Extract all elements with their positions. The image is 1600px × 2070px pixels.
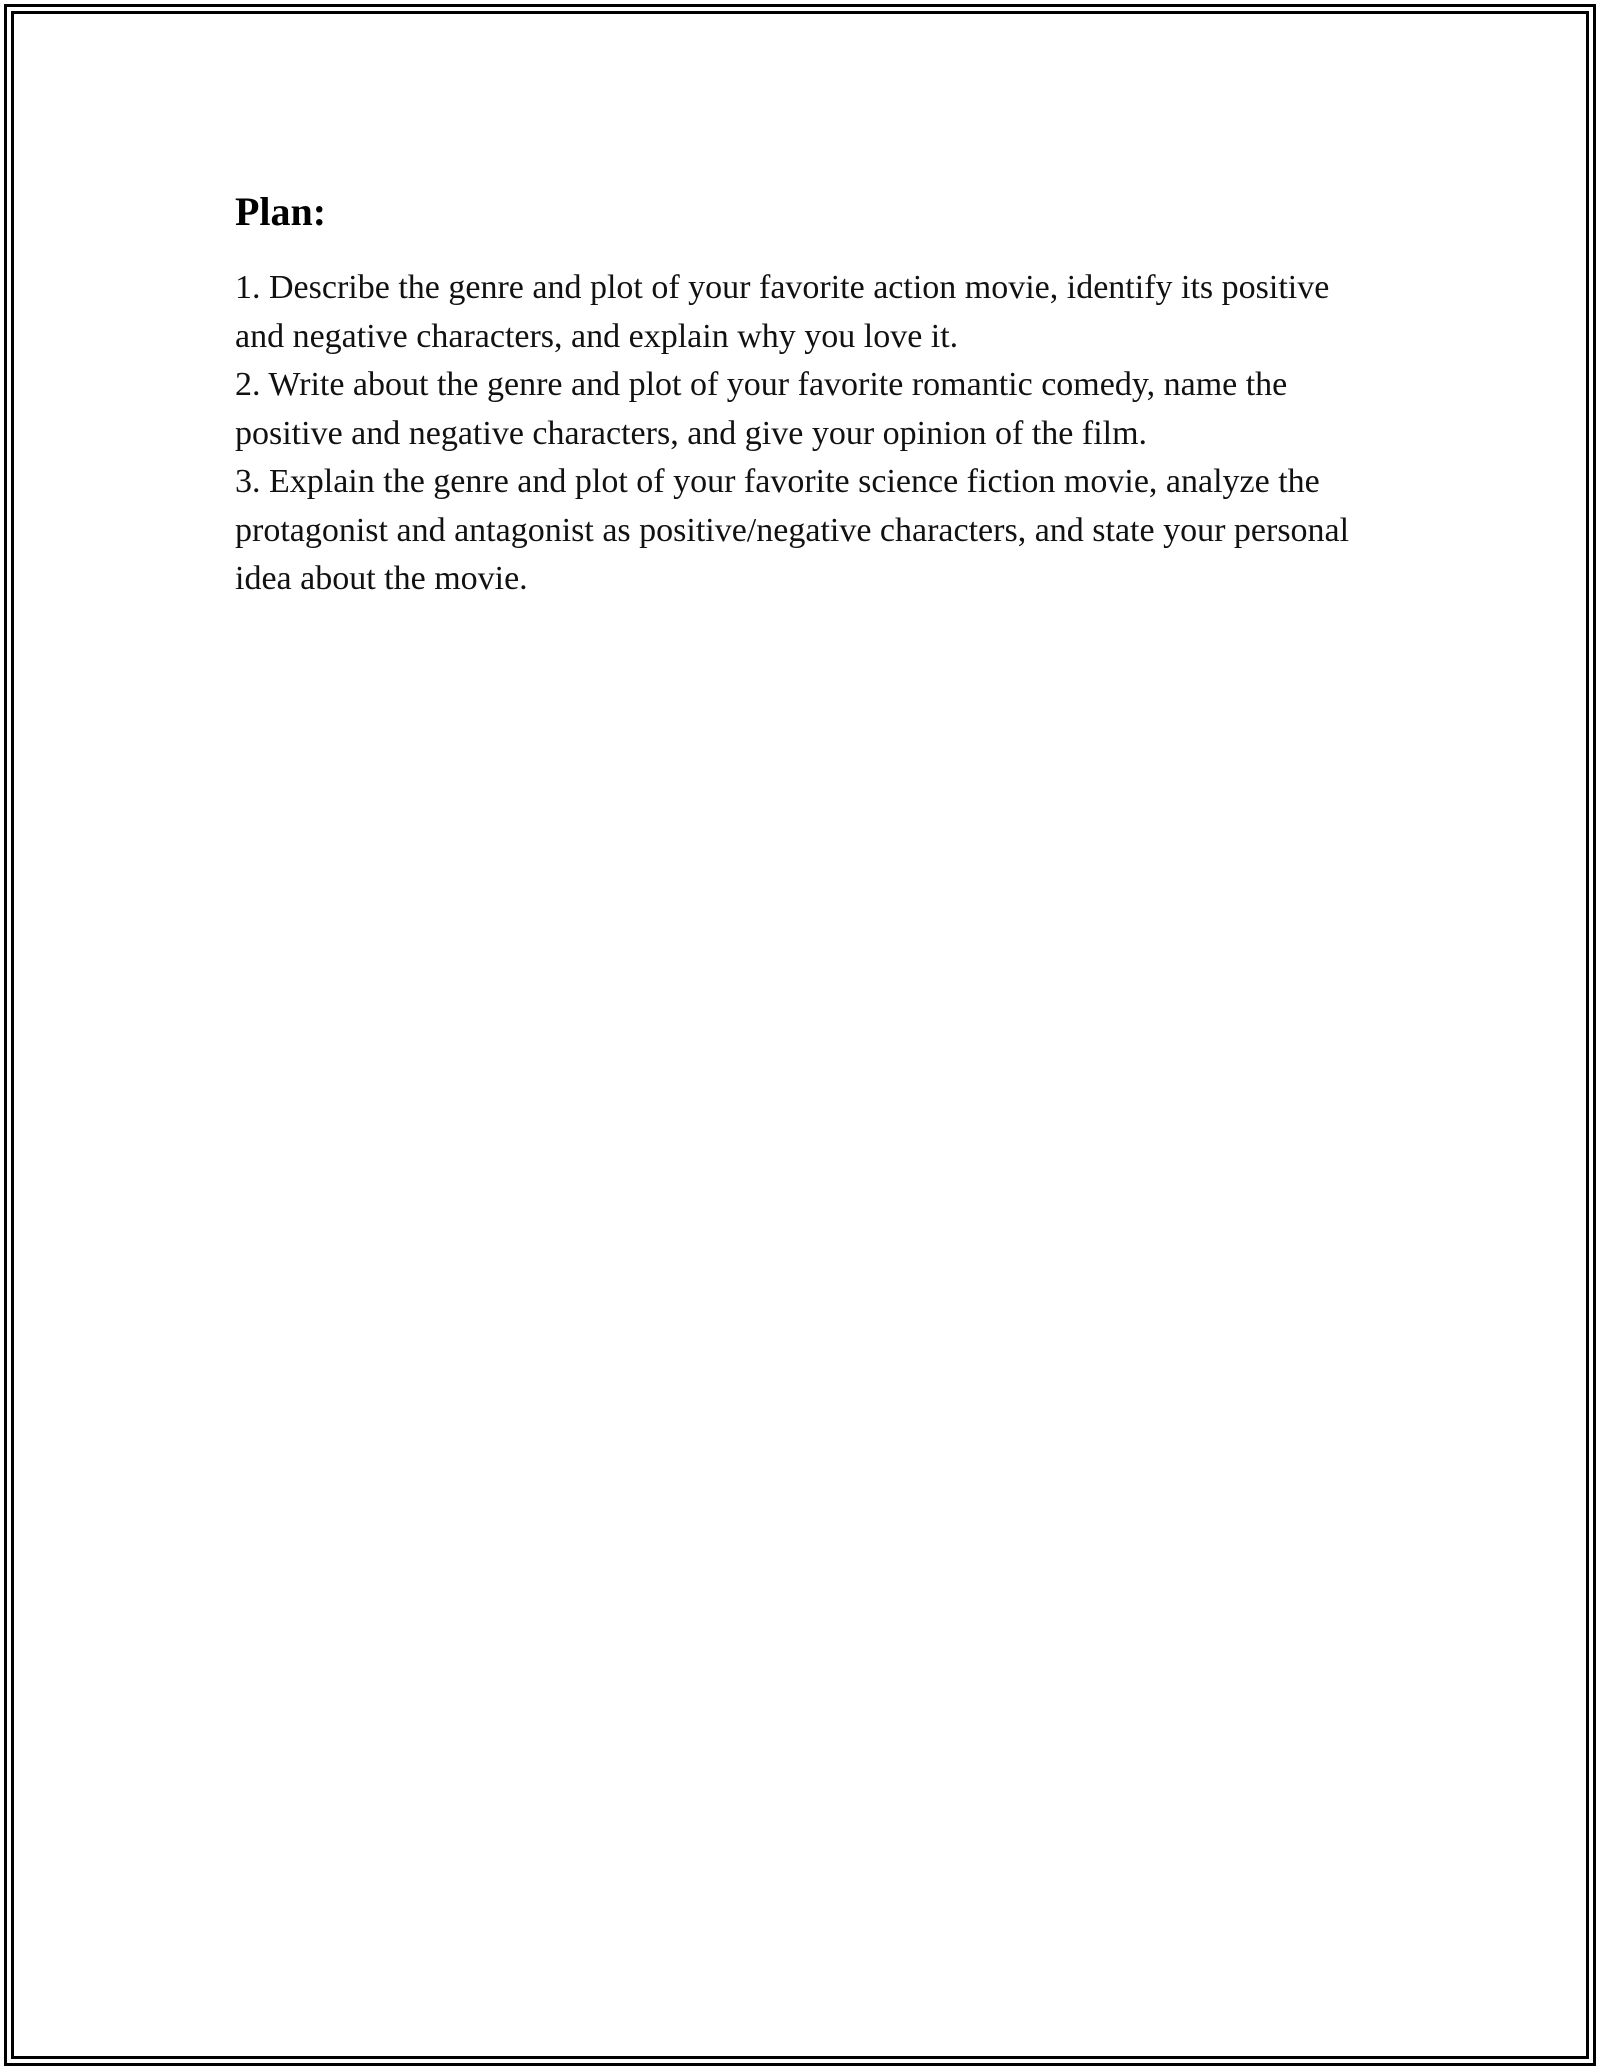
plan-item-3: 3. Explain the genre and plot of your favorite science fiction movie, analyze the protagonist and antagonist as positive/negative characters, and state your personal idea about the movie. — [235, 463, 1350, 597]
plan-list — [235, 264, 1375, 604]
document-body — [235, 188, 1375, 604]
plan-heading: Plan: — [235, 189, 327, 234]
plan-item-1: 1. Describe the genre and plot of your favorite action movie, identify its positive and negative characters, and explain why you love it. — [235, 269, 1330, 355]
plan-item-2: 2. Write about the genre and plot of your favorite romantic comedy, name the positive and negative characters, and give your opinion of the film. — [235, 366, 1288, 452]
